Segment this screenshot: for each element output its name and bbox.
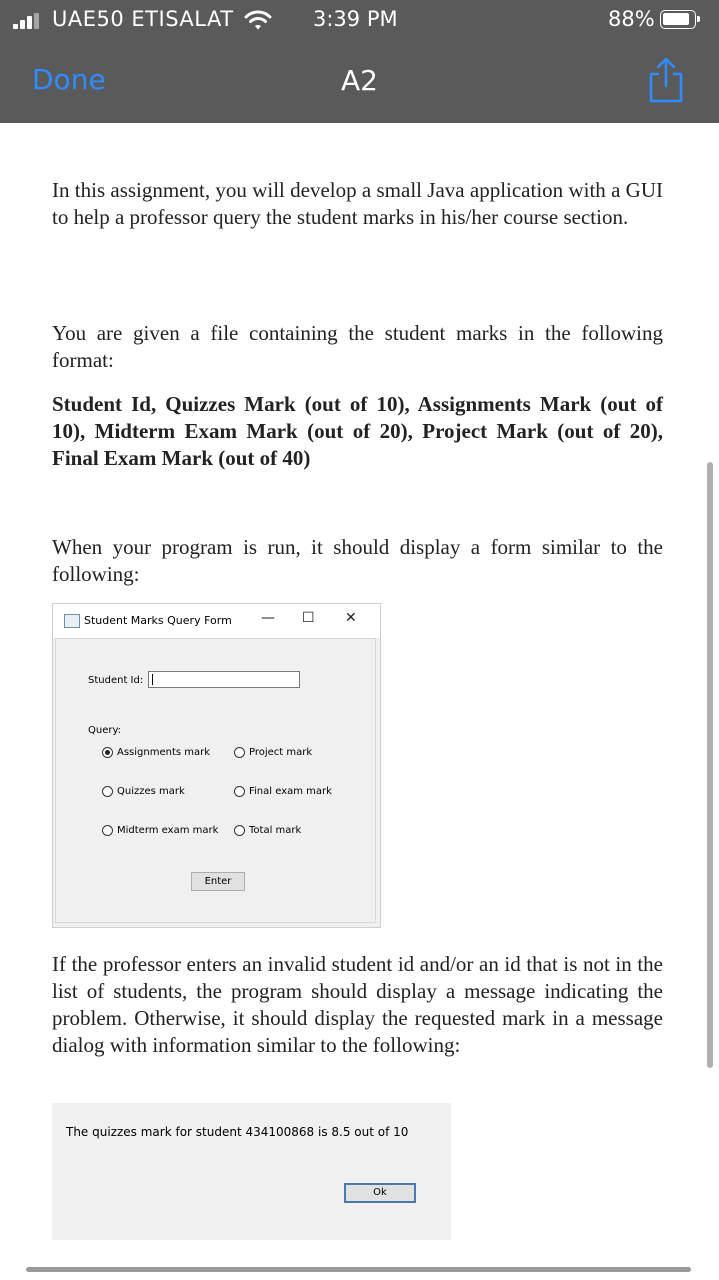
share-icon[interactable] xyxy=(646,56,686,104)
maximize-icon[interactable]: ☐ xyxy=(302,610,315,626)
form-titlebar xyxy=(53,604,380,638)
java-app-icon xyxy=(64,614,80,628)
battery-icon xyxy=(660,10,696,29)
radio-empty-icon xyxy=(102,786,113,797)
radio-quizzes-mark[interactable]: Quizzes mark xyxy=(102,786,185,797)
wifi-icon xyxy=(244,9,272,31)
done-button[interactable]: Done xyxy=(32,63,106,96)
ok-button[interactable]: Ok xyxy=(344,1183,416,1203)
radio-midterm-exam-mark[interactable]: Midterm exam mark xyxy=(102,825,218,836)
message-dialog xyxy=(52,1103,451,1240)
document-title: A2 xyxy=(341,64,378,97)
minimize-icon[interactable]: — xyxy=(261,610,275,626)
carrier-name: UAE50 ETISALAT xyxy=(52,7,234,31)
query-label: Query: xyxy=(88,725,122,736)
close-icon[interactable]: ✕ xyxy=(345,610,357,626)
radio-empty-icon xyxy=(234,786,245,797)
scrollbar[interactable] xyxy=(707,462,713,1068)
form-intro-paragraph: When your program is run, it should display a form similar to the following: xyxy=(52,535,663,586)
radio-empty-icon xyxy=(234,825,245,836)
enter-button[interactable]: Enter xyxy=(191,872,245,891)
radio-empty-icon xyxy=(234,747,245,758)
radio-final-exam-mark[interactable]: Final exam mark xyxy=(234,786,332,797)
radio-total-mark[interactable]: Total mark xyxy=(234,825,301,836)
intro-paragraph: In this assignment, you will develop a small Java application with a GUI to help a professor query the student marks in his/her course section. xyxy=(52,178,663,229)
form-body xyxy=(55,638,376,923)
dialog-intro-paragraph: If the professor enters an invalid student id and/or an id that is not in the list of students, the program should display a message indicating the problem. Otherwise, it should display the requested mark in a message dialog with information similar to the following: xyxy=(52,952,663,1057)
radio-selected-icon xyxy=(102,747,113,758)
student-id-label: Student Id: xyxy=(88,675,144,686)
home-indicator[interactable] xyxy=(26,1267,691,1272)
radio-empty-icon xyxy=(102,825,113,836)
text-caret xyxy=(152,674,153,685)
status-bar xyxy=(0,0,719,40)
battery-fill xyxy=(663,13,689,25)
radio-project-mark[interactable]: Project mark xyxy=(234,747,312,758)
form-title: Student Marks Query Form xyxy=(84,614,232,627)
student-id-input[interactable] xyxy=(148,671,300,688)
dialog-message: The quizzes mark for student 434100868 is 8.5 out of 10 xyxy=(66,1125,409,1139)
file-format-paragraph: You are given a file containing the student marks in the following format: xyxy=(52,321,663,372)
signal-icon xyxy=(13,13,41,29)
format-specification: Student Id, Quizzes Mark (out of 10), Assignments Mark (out of 10), Midterm Exam Mark (out of 20), Project Mark (out of 20), Final Exam Mark (out of 40) xyxy=(52,392,663,470)
nav-bar xyxy=(0,40,719,123)
student-marks-form-window xyxy=(52,603,381,928)
battery-percent: 88% xyxy=(608,7,655,31)
clock: 3:39 PM xyxy=(313,7,398,31)
radio-assignments-mark[interactable]: Assignments mark xyxy=(102,747,210,758)
